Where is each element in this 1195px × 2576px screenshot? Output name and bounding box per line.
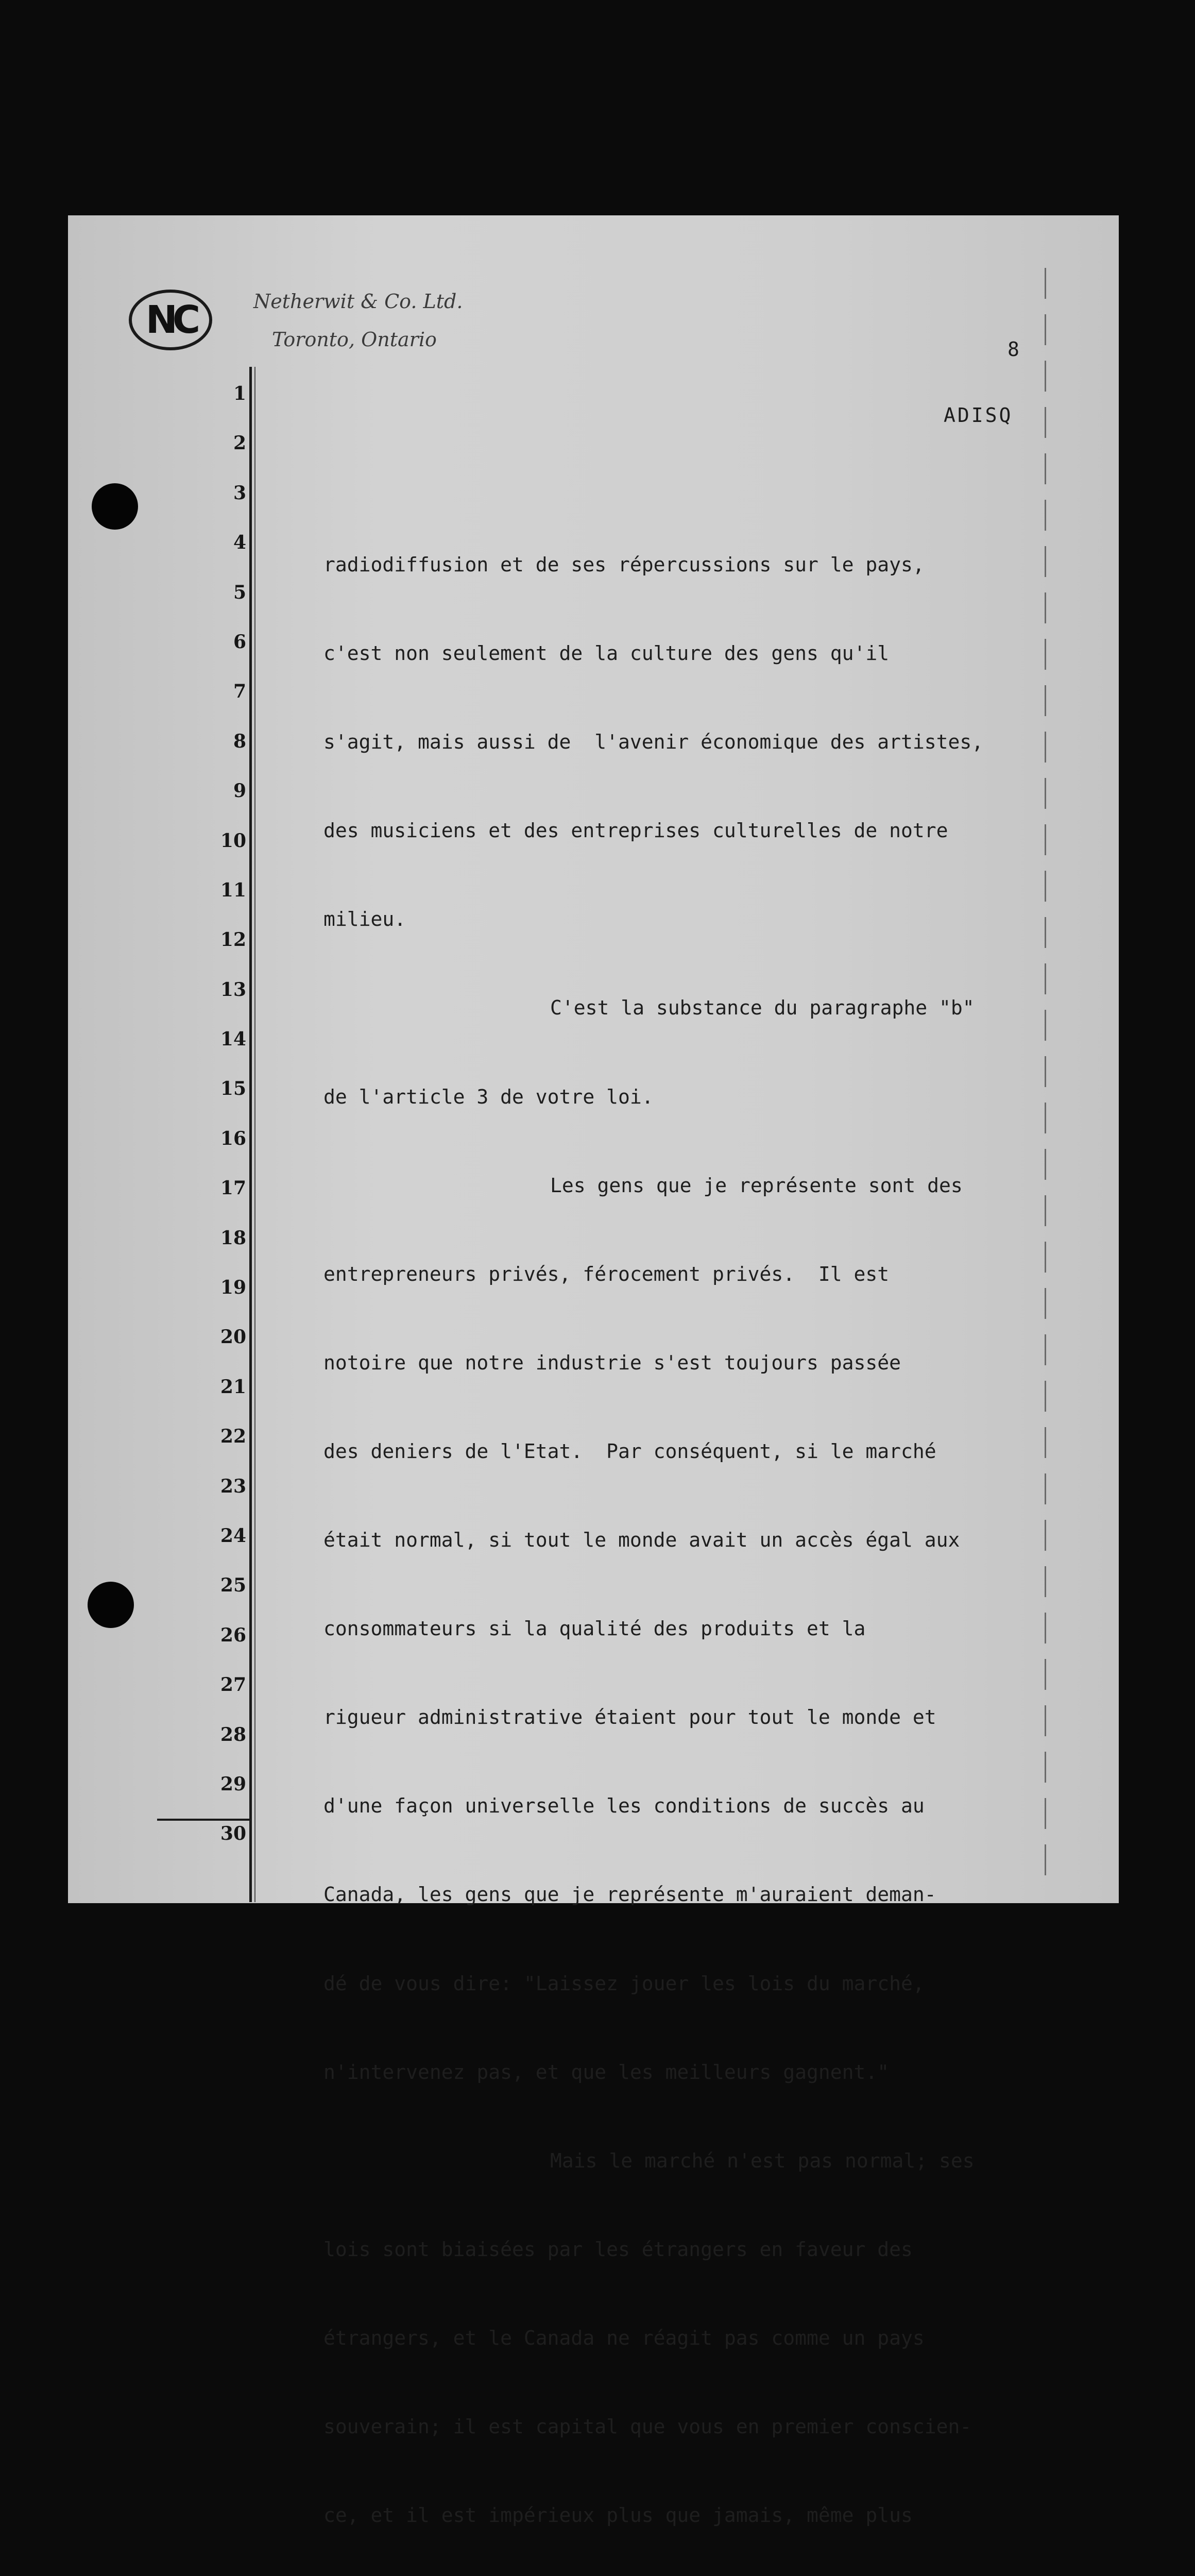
line-number: 26 (220, 1624, 246, 1646)
line-number: 20 (220, 1326, 246, 1348)
text-line: n'intervenez pas, et que les meilleurs gagnent." (323, 2060, 890, 2083)
text-line: C'est la substance du paragraphe "b" (550, 996, 975, 1020)
text-line: dé de vous dire: "Laissez jouer les lois du marché, (323, 1972, 925, 1995)
line-number: 15 (220, 1078, 246, 1100)
text-line: radiodiffusion et de ses répercussions sur le pays, (323, 553, 925, 576)
line-number: 7 (233, 681, 246, 703)
page-number: 8 (1008, 338, 1019, 361)
line-number: 14 (220, 1028, 246, 1050)
line-number: 9 (233, 780, 246, 802)
text-line: d'une façon universelle les conditions de succès au (323, 1794, 925, 1818)
page-header: ADISQ (944, 404, 1013, 427)
text-line: des musiciens et des entreprises culturelles de notre (323, 819, 948, 842)
right-margin-rule (1045, 268, 1046, 1886)
line-number: 22 (220, 1426, 246, 1448)
margin-rule (249, 367, 252, 1902)
punch-hole-top (92, 483, 138, 530)
line-number: 6 (233, 631, 246, 653)
line-number: 10 (220, 829, 246, 852)
text-line: s'agit, mais aussi de l'avenir économique des artistes, (323, 731, 984, 754)
line-number: 5 (233, 581, 246, 603)
line-numbers (206, 369, 246, 1859)
line-number: 24 (220, 1524, 246, 1547)
company-logo: NC (129, 290, 212, 350)
line-number: 16 (220, 1127, 246, 1149)
line-number: 2 (233, 432, 246, 454)
letterhead (253, 282, 463, 359)
line-number: 21 (220, 1376, 246, 1398)
punch-hole-bottom (88, 1582, 134, 1628)
line-number: 4 (233, 532, 246, 554)
text-line: Mais le marché n'est pas normal; ses (550, 2149, 975, 2172)
line-number: 23 (220, 1475, 246, 1497)
company-city: Toronto, Ontario (272, 328, 437, 351)
line-number: 29 (220, 1773, 246, 1795)
body-text (323, 498, 983, 2576)
line-number: 3 (233, 482, 246, 504)
line-number: 25 (220, 1574, 246, 1597)
line-number: 8 (233, 730, 246, 752)
text-line: étrangers, et le Canada ne réagit pas comme un pays (323, 2326, 925, 2349)
text-line: des deniers de l'Etat. Par conséquent, si le marché (323, 1439, 936, 1463)
line-number: 27 (220, 1674, 246, 1696)
line-number: 17 (220, 1177, 246, 1199)
text-line: était normal, si tout le monde avait un accès égal aux (323, 1529, 960, 1552)
text-line: rigueur administrative étaient pour tout le monde et (323, 1706, 936, 1729)
line-number: 11 (220, 879, 246, 901)
text-line: entrepreneurs privés, férocement privés. Il est (323, 1262, 890, 1285)
text-line: Les gens que je représente sont des (550, 1174, 963, 1197)
line-number: 28 (220, 1723, 246, 1745)
text-line: de l'article 3 de votre loi. (323, 1085, 654, 1108)
text-line: milieu. (323, 908, 406, 931)
line-number: 30 (220, 1823, 246, 1845)
line-number: 12 (220, 929, 246, 951)
text-line: notoire que notre industrie s'est toujours passée (323, 1351, 901, 1374)
line-number: 1 (233, 383, 246, 404)
text-line: souverain; il est capital que vous en premier conscien- (323, 2415, 972, 2438)
text-line: c'est non seulement de la culture des gens qu'il (323, 642, 890, 665)
text-line: consommateurs si la qualité des produits et la (323, 1617, 866, 1640)
line-number: 18 (220, 1227, 246, 1249)
margin-rule-secondary (254, 367, 255, 1902)
line-number: 19 (220, 1277, 246, 1299)
line-number: 13 (220, 978, 246, 1001)
text-line: ce, et il est impérieux plus que jamais, même plus (323, 2504, 913, 2527)
company-name: Netherwit & Co. Ltd. (253, 290, 463, 313)
text-line: lois sont biaisées par les étrangers en faveur des (323, 2238, 913, 2261)
text-line: Canada, les gens que je représente m'auraient deman- (323, 1883, 936, 1906)
